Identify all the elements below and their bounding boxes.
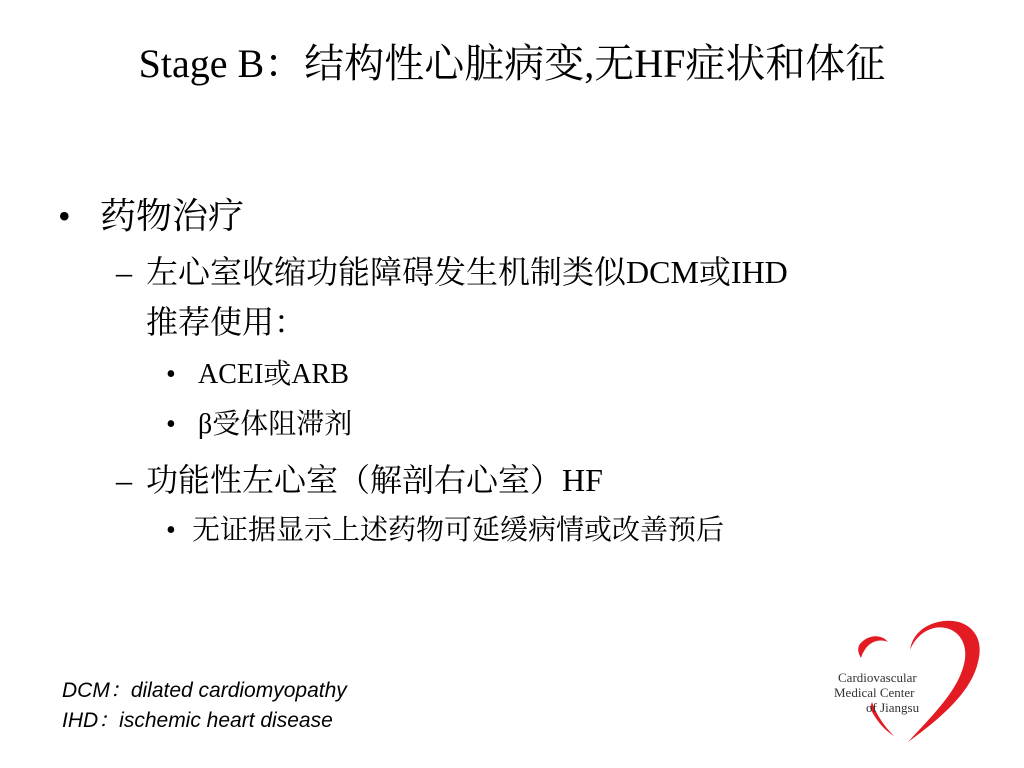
logo-text-line2: Medical Center (834, 685, 915, 700)
bullet-dot: • (58, 196, 71, 236)
logo-text-line1: Cardiovascular (838, 670, 917, 685)
sub-bullet-lv-dysfunction-line2: 推荐使用： (146, 304, 307, 340)
dash-bullet: – (116, 462, 132, 498)
logo-text-line3: of Jiangsu (866, 700, 920, 715)
bullet-dot: • (166, 515, 176, 546)
cardiovascular-center-logo (826, 618, 986, 748)
bullet-dot: • (166, 409, 176, 440)
dash-bullet: – (116, 254, 132, 290)
item-no-evidence: 无证据显示上述药物可延缓病情或改善预后 (192, 515, 725, 546)
item-beta-blocker: β受体阻滞剂 (198, 409, 353, 440)
bullet-dot: • (166, 359, 176, 390)
footnote-dcm: DCM：dilated cardiomyopathy (62, 679, 347, 702)
footnote-ihd: IHD：ischemic heart disease (62, 709, 333, 732)
slide-title: Stage B：结构性心脏病变,无HF症状和体征 (138, 41, 886, 86)
sub-bullet-lv-dysfunction-line1: 左心室收缩功能障碍发生机制类似DCM或IHD (146, 254, 788, 290)
item-acei-arb: ACEI或ARB (198, 359, 349, 390)
sub-bullet-functional-lv: 功能性左心室（解剖右心室）HF (146, 462, 603, 498)
bullet-drug-therapy: 药物治疗 (100, 196, 245, 236)
